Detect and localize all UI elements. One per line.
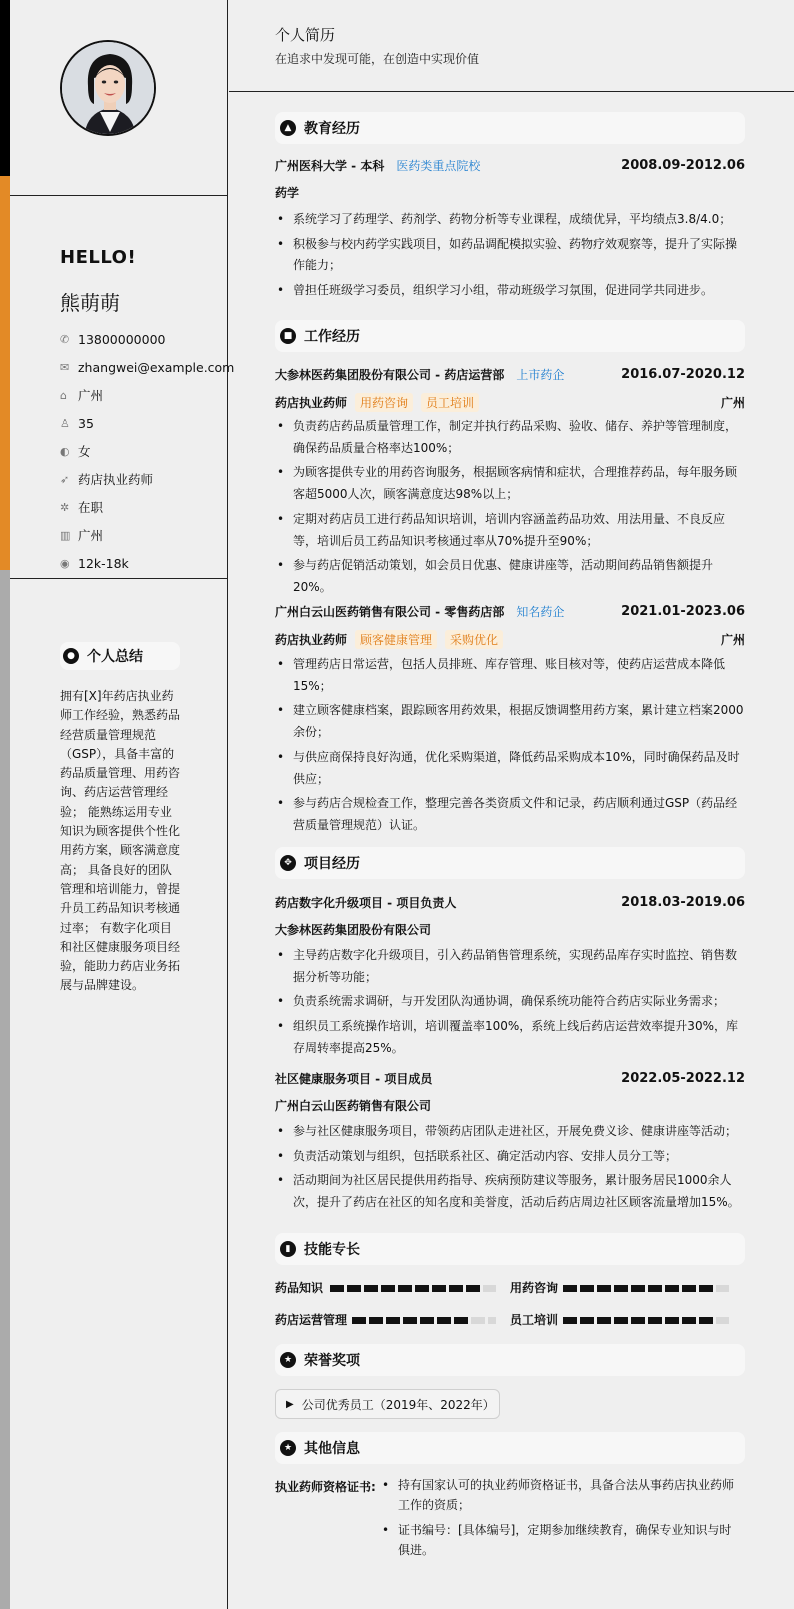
- section-title: 其他信息: [304, 1441, 360, 1457]
- list-item: • 负责药店药品质量管理工作，制定并执行药品采购、验收、储存、养护等管理制度，确保药品质量合格率达100%；: [275, 416, 745, 459]
- project-bullets: [275, 1121, 745, 1217]
- skill-tag: 员工培训: [421, 393, 479, 412]
- skill-bar-segment: [449, 1285, 463, 1292]
- award-text: 公司优秀员工（2019年、2022年）: [301, 1397, 495, 1412]
- accent-bar: [0, 0, 10, 1609]
- info-salary: [60, 549, 234, 577]
- project-org-row: [275, 921, 745, 938]
- play-icon: ▶: [286, 1398, 294, 1410]
- skill-bar-segment: [699, 1285, 713, 1292]
- page-subtitle: 在追求中发现可能，在创造中实现价值: [275, 52, 480, 66]
- skill-label: 药品知识: [275, 1281, 324, 1295]
- honors-heading: [275, 1344, 745, 1376]
- skill-label: 药店运营管理: [275, 1313, 348, 1327]
- list-item: • 建立顾客健康档案，跟踪顾客用药效果，根据反馈调整用药方案，累计建立档案2000余份；: [275, 700, 745, 743]
- skill-bar-segment: [614, 1317, 628, 1324]
- skill-label: 员工培训: [510, 1313, 559, 1327]
- skill-tag: 采购优化: [445, 630, 503, 649]
- skill-bar-segment: [369, 1317, 383, 1324]
- skill-bar-segment: [466, 1285, 480, 1292]
- school-name: 广州医科大学 - 本科: [275, 159, 385, 173]
- role-row: [275, 630, 745, 649]
- skill-bar-segment: [631, 1285, 645, 1292]
- main-content: [229, 0, 794, 1609]
- school-tag: 医药类重点院校: [396, 159, 481, 173]
- skills-heading: [275, 1233, 745, 1265]
- skill-bar-segment: [580, 1317, 594, 1324]
- list-item: • 主导药店数字化升级项目，引入药品销售管理系统，实现药品库存实时监控、销售数据分析等功能；: [275, 945, 745, 988]
- skill-bar-segment: [381, 1285, 395, 1292]
- candidate-name: 熊萌萌: [60, 291, 120, 315]
- role-row: [275, 393, 745, 412]
- skill-bar-segment: [330, 1285, 344, 1292]
- company-tag: 知名药企: [516, 605, 565, 619]
- list-item: • 与供应商保持良好沟通，优化采购渠道，降低药品采购成本10%，同时确保药品及时供应；: [275, 747, 745, 790]
- job-city: 广州: [720, 633, 745, 647]
- info-text: 在职: [78, 500, 104, 515]
- info-text: 药店执业药师: [78, 472, 154, 487]
- skill-bar: [352, 1317, 496, 1324]
- info-job: [60, 465, 234, 493]
- accent-bar-bottom: [0, 570, 10, 1609]
- divider: [10, 195, 228, 196]
- info-text: 广州: [78, 388, 104, 403]
- list-item: • 曾担任班级学习委员，组织学习小组，带动班级学习氛围，促进同学共同进步。: [275, 280, 745, 302]
- skill-bar-segment: [420, 1317, 434, 1324]
- job-city: 广州: [720, 396, 745, 410]
- gender-icon: ◐: [60, 444, 70, 458]
- award-icon: ★: [280, 1352, 296, 1368]
- accent-bar-middle: [0, 176, 10, 570]
- chart-icon: ▮: [280, 1241, 296, 1257]
- skill-bar-segment: [364, 1285, 378, 1292]
- section-title: 荣誉奖项: [304, 1353, 360, 1369]
- list-item: • 负责活动策划与组织，包括联系社区、确定活动内容、安排人员分工等；: [275, 1146, 745, 1168]
- other-heading: [275, 1432, 745, 1464]
- skill-bar-segment: [665, 1285, 679, 1292]
- info-location: [60, 381, 234, 409]
- project-name: 药店数字化升级项目 - 项目负责人: [275, 896, 457, 910]
- age-icon: ♙: [60, 416, 70, 430]
- job-role: 药店执业药师: [275, 633, 348, 647]
- list-item: • 参与药店合规检查工作，整理完善各类资质文件和记录，药店顺利通过GSP（药品经营质量管理规范）认证。: [275, 793, 745, 836]
- education-row: [275, 157, 745, 174]
- accent-bar-top: [0, 0, 10, 176]
- skill-bar-segment: [614, 1285, 628, 1292]
- info-email: [60, 353, 234, 381]
- skill-bar-segment: [597, 1317, 611, 1324]
- summary-text: 拥有[X]年药店执业药师工作经验，熟悉药品经营质量管理规范（GSP），具备丰富的药品质量管理、用药咨询、药店运营管理经验； 能熟练运用专业知识为顾客提供个性化用药方案，顾客满意度高； 具备良好的团队管理和培训能力，曾提升员工药品知识考核通过率； 有数字化项目和社区健康服务项目经验，能助力药店业务拓展与品牌建设。: [60, 689, 181, 993]
- education-heading: [275, 112, 745, 144]
- skill-bar-segment: [386, 1317, 400, 1324]
- skill-bar-segment: [488, 1317, 496, 1324]
- project-org: 大参林医药集团股份有限公司: [275, 923, 432, 937]
- skill-bar-segment: [398, 1285, 412, 1292]
- list-item: • 负责系统需求调研，与开发团队沟通协调，确保系统功能符合药店实际业务需求；: [275, 991, 745, 1013]
- job-bullets: [275, 416, 745, 602]
- info-text: zhangwei@example.com: [78, 359, 235, 375]
- skill-bar-segment: [648, 1317, 662, 1324]
- list-item: • 系统学习了药理学、药剂学、药物分析等专业课程，成绩优异，平均绩点3.8/4.0；: [275, 209, 745, 231]
- user-icon: ●: [63, 648, 79, 664]
- phone-icon: ✆: [60, 332, 70, 346]
- divider: [10, 578, 228, 579]
- info-age: [60, 409, 234, 437]
- job-icon: ➶: [60, 472, 70, 486]
- skill-bar-segment: [580, 1285, 594, 1292]
- company-name: 大参林医药集团股份有限公司 - 药店运营部: [275, 368, 505, 382]
- skill-bar: [563, 1317, 729, 1324]
- skill-label: 用药咨询: [510, 1281, 559, 1295]
- skill-bar-segment: [437, 1317, 451, 1324]
- project-org: 广州白云山医药销售有限公司: [275, 1099, 432, 1113]
- education-date: 2008.09-2012.06: [621, 158, 745, 173]
- list-item: • 参与社区健康服务项目，带领药店团队走进社区，开展免费义诊、健康讲座等活动；: [275, 1121, 745, 1143]
- skill-bar-segment: [347, 1285, 361, 1292]
- section-title: 工作经历: [304, 329, 360, 345]
- skill-bar-segment: [415, 1285, 429, 1292]
- info-text: 12k-18k: [78, 555, 129, 571]
- list-item: • 参与药店促销活动策划，如会员日优惠、健康讲座等，活动期间药品销售额提升20%。: [275, 555, 745, 598]
- mail-icon: ✉: [60, 360, 70, 374]
- graduation-cap-icon: ▲: [280, 120, 296, 136]
- info-gender: [60, 437, 234, 465]
- skill-bar: [563, 1285, 729, 1292]
- project-bullets: [275, 945, 745, 1063]
- briefcase-icon: ■: [280, 328, 296, 344]
- skill-bar-segment: [597, 1285, 611, 1292]
- award-item[interactable]: [275, 1389, 500, 1419]
- job-role: 药店执业药师: [275, 396, 348, 410]
- info-phone: [60, 325, 234, 353]
- job-row: [275, 366, 745, 383]
- project-row: [275, 894, 745, 911]
- info-text: 广州: [78, 528, 104, 543]
- certificate-bullets: [374, 1476, 734, 1566]
- contact-info-list: [60, 325, 234, 577]
- list-item: • 证书编号：[具体编号]，定期参加继续教育，确保专业知识与时俱进。: [374, 1521, 734, 1560]
- skill-bar-segment: [699, 1317, 713, 1324]
- skill-bar-segment: [352, 1317, 366, 1324]
- list-item: • 活动期间为社区居民提供用药指导、疾病预防建议等服务，累计服务居民1000余人次，提升了药店在社区的知名度和美誉度，活动后药店周边社区顾客流量增加15%。: [275, 1170, 745, 1213]
- info-icon: ★: [280, 1440, 296, 1456]
- skill-bar-segment: [432, 1285, 446, 1292]
- education-bullets: [275, 209, 745, 305]
- list-item: • 持有国家认可的执业药师资格证书，具备合法从事药店执业药师工作的资质；: [374, 1476, 734, 1515]
- salary-icon: ◉: [60, 556, 70, 570]
- info-text: 35: [78, 415, 94, 431]
- summary-title: 个人总结: [87, 649, 143, 665]
- certificate-label: 执业药师资格证书:: [275, 1480, 376, 1494]
- list-item: • 管理药店日常运营，包括人员排班、库存管理、账目核对等，使药店运营成本降低15%；: [275, 654, 745, 697]
- home-icon: ⌂: [60, 388, 67, 402]
- skill-bar-segment: [563, 1317, 577, 1324]
- page-title: 个人简历: [275, 26, 336, 44]
- project-date: 2022.05-2022.12: [621, 1071, 745, 1086]
- skill-bar-segment: [631, 1317, 645, 1324]
- skill-bar-segment: [471, 1317, 485, 1324]
- info-city: [60, 521, 234, 549]
- skill-bar-segment: [483, 1285, 496, 1292]
- skill-bar-segment: [716, 1285, 729, 1292]
- job-date: 2016.07-2020.12: [621, 367, 745, 382]
- info-text: 女: [78, 444, 91, 459]
- company-tag: 上市药企: [516, 368, 565, 382]
- projects-heading: [275, 847, 745, 879]
- sidebar: [10, 0, 235, 1609]
- list-item: • 组织员工系统操作培训，培训覆盖率100%，系统上线后药店运营效率提升30%，库存周转率提高25%。: [275, 1016, 745, 1059]
- project-name: 社区健康服务项目 - 项目成员: [275, 1072, 433, 1086]
- skill-bar-segment: [682, 1317, 696, 1324]
- city-icon: ▥: [60, 528, 71, 542]
- company-name: 广州白云山医药销售有限公司 - 零售药店部: [275, 605, 505, 619]
- project-org-row: [275, 1097, 745, 1114]
- skill-bar-segment: [403, 1317, 417, 1324]
- project-row: [275, 1070, 745, 1087]
- skill-bar-segment: [682, 1285, 696, 1292]
- resume-header: [229, 0, 794, 92]
- job-row: [275, 603, 745, 620]
- work-heading: [275, 320, 745, 352]
- skill-bar: [330, 1285, 496, 1292]
- skill-bar-segment: [563, 1285, 577, 1292]
- grid-icon: ✥: [280, 855, 296, 871]
- skill-bar-segment: [665, 1317, 679, 1324]
- skill-bar-segment: [454, 1317, 468, 1324]
- skill-tag: 用药咨询: [355, 393, 413, 412]
- skill-tag: 顾客健康管理: [355, 630, 437, 649]
- info-text: 13800000000: [78, 331, 166, 347]
- major: 药学: [275, 186, 300, 200]
- skill-bar-segment: [716, 1317, 729, 1324]
- job-bullets: [275, 654, 745, 840]
- section-title: 教育经历: [304, 121, 360, 137]
- summary-heading: [60, 642, 180, 670]
- job-date: 2021.01-2023.06: [621, 604, 745, 619]
- project-date: 2018.03-2019.06: [621, 895, 745, 910]
- list-item: • 为顾客提供专业的用药咨询服务，根据顾客病情和症状，合理推荐药品，每年服务顾客超5000人次，顾客满意度达98%以上；: [275, 462, 745, 505]
- section-title: 项目经历: [304, 856, 360, 872]
- avatar: [60, 40, 156, 136]
- skill-bar-segment: [648, 1285, 662, 1292]
- section-title: 技能专长: [304, 1242, 360, 1258]
- hello-heading: HELLO!: [60, 247, 137, 268]
- major-row: [275, 184, 745, 201]
- list-item: • 定期对药店员工进行药品知识培训，培训内容涵盖药品功效、用法用量、不良反应等，培训后员工药品知识考核通过率从70%提升至90%；: [275, 509, 745, 552]
- info-status: [60, 493, 234, 521]
- status-icon: ✲: [60, 500, 70, 514]
- list-item: • 积极参与校内药学实践项目，如药品调配模拟实验、药物疗效观察等，提升了实际操作能力；: [275, 234, 745, 277]
